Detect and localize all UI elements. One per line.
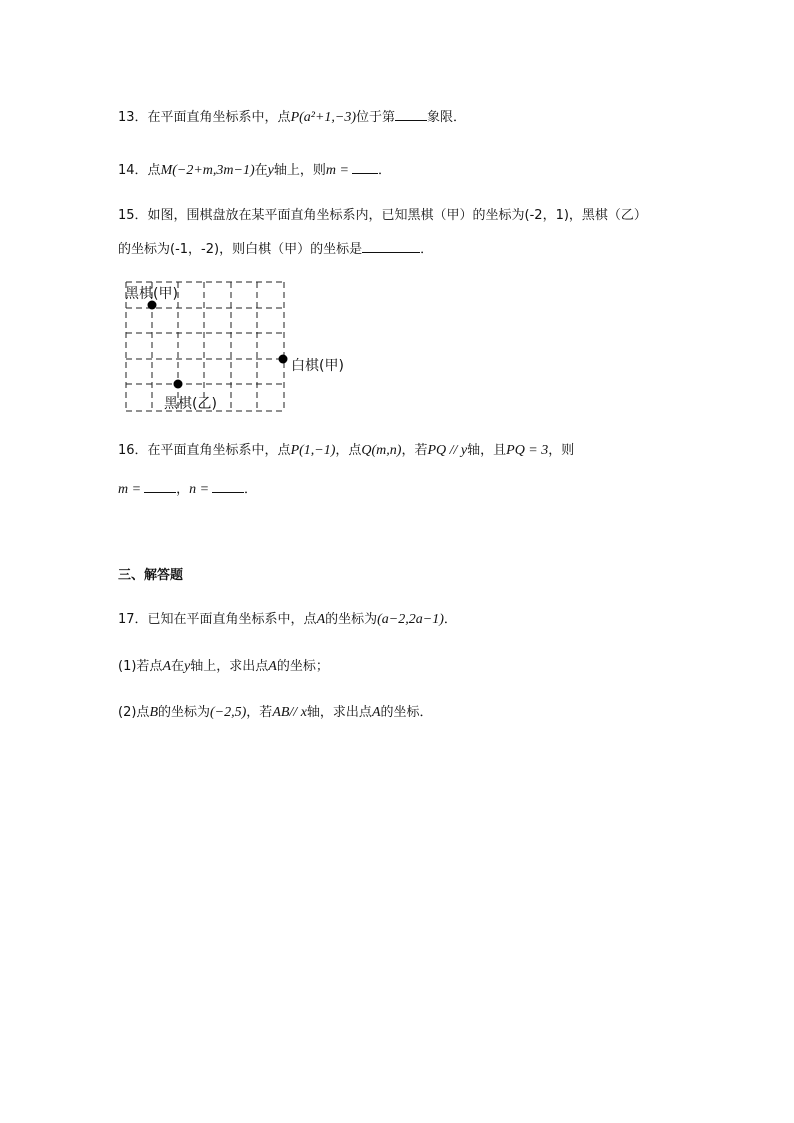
parallel-expression: PQ // y (427, 443, 468, 458)
part-label: (1) (118, 659, 137, 674)
point-a-symbol: A (162, 659, 171, 674)
point-a-symbol: A (316, 612, 326, 627)
question-number: 13． (118, 110, 148, 125)
question-text: 轴，且 (467, 443, 507, 458)
question-text: 在 (254, 163, 268, 178)
question-14 (118, 159, 391, 181)
question-end: ． (244, 482, 258, 497)
question-text: 的坐标． (380, 705, 433, 720)
part-label: (2) (118, 705, 137, 720)
length-expression: PQ = 3 (506, 443, 549, 458)
question-text: 在平面直角坐标系中，点 (147, 110, 291, 125)
question-end: ． (377, 163, 391, 178)
answer-blank[interactable] (395, 106, 427, 121)
point-a-expression: (a−2,2a−1) (377, 612, 444, 627)
answer-blank-n[interactable] (212, 478, 244, 493)
question-text: 的坐标； (276, 659, 329, 674)
question-number: 15． (118, 208, 148, 223)
question-text: 的坐标为 (325, 612, 378, 627)
question-16-line-1 (118, 441, 574, 461)
question-text: 位于第 (356, 110, 396, 125)
question-text: 若点 (136, 659, 163, 674)
question-number: 17． (118, 612, 148, 627)
question-17-part-1 (118, 657, 329, 677)
black-stone-b (174, 380, 183, 389)
point-p-expression: P(a²+1,−3) (290, 110, 357, 125)
question-text: 点 (136, 705, 150, 720)
n-equals: n = (189, 482, 210, 497)
question-text: 在平面直角坐标系中，点 (147, 443, 291, 458)
question-end: ． (443, 612, 457, 627)
question-number: 16． (118, 443, 148, 458)
question-15-line-2 (118, 238, 433, 260)
answer-blank-m[interactable] (144, 478, 176, 493)
go-board-figure (118, 274, 368, 416)
question-text: 的坐标为 (158, 705, 211, 720)
white-stone-a (279, 355, 288, 364)
question-text: 的坐标为(-1，-2)，则白棋（甲）的坐标是 (118, 242, 363, 257)
question-17-part-2 (118, 703, 433, 723)
question-text: ，若 (246, 705, 273, 720)
point-m-expression: M(−2+m,3m−1) (160, 163, 255, 178)
question-13 (118, 106, 466, 128)
y-axis-symbol: y (184, 659, 191, 674)
question-16-line-2 (118, 478, 257, 500)
question-number: 14． (118, 163, 148, 178)
point-a-symbol: A (268, 659, 277, 674)
question-15-line-1 (118, 206, 647, 226)
question-text: 轴上，则 (273, 163, 326, 178)
black-stone-a-label: 黑棋(甲) (125, 286, 178, 302)
y-axis-symbol: y (267, 163, 274, 178)
point-p-expression: P(1,−1) (290, 443, 336, 458)
black-stone-b-label: 黑棋(乙) (164, 396, 217, 412)
question-17 (118, 610, 457, 630)
question-text: 象限． (427, 110, 467, 125)
answer-blank[interactable] (362, 238, 420, 253)
separator: ， (176, 482, 190, 497)
white-stone-a-label: 白棋(甲) (291, 358, 344, 374)
answer-blank[interactable] (352, 159, 378, 174)
question-text: 轴，求出点 (306, 705, 372, 720)
parallel-expression: AB// x (272, 705, 307, 720)
question-text: 轴上，求出点 (190, 659, 269, 674)
point-b-symbol: B (149, 705, 158, 720)
point-a-symbol: A (371, 705, 381, 720)
question-text: ，点 (335, 443, 362, 458)
question-text: 在 (171, 659, 185, 674)
question-text: 点 (147, 163, 161, 178)
m-equals: m = (325, 163, 349, 178)
m-equals: m = (118, 482, 142, 497)
section-title: 三、解答题 (118, 568, 184, 583)
point-q-expression: Q(m,n) (361, 443, 402, 458)
point-b-expression: (−2,5) (210, 705, 247, 720)
question-text: ，若 (401, 443, 428, 458)
question-text: ，则 (548, 443, 575, 458)
question-text: 已知在平面直角坐标系中，点 (147, 612, 317, 627)
question-text: 如图，围棋盘放在某平面直角坐标系内，已知黑棋（甲）的坐标为(-2，1)，黑棋（乙） (147, 208, 647, 223)
question-end: ． (420, 242, 434, 257)
